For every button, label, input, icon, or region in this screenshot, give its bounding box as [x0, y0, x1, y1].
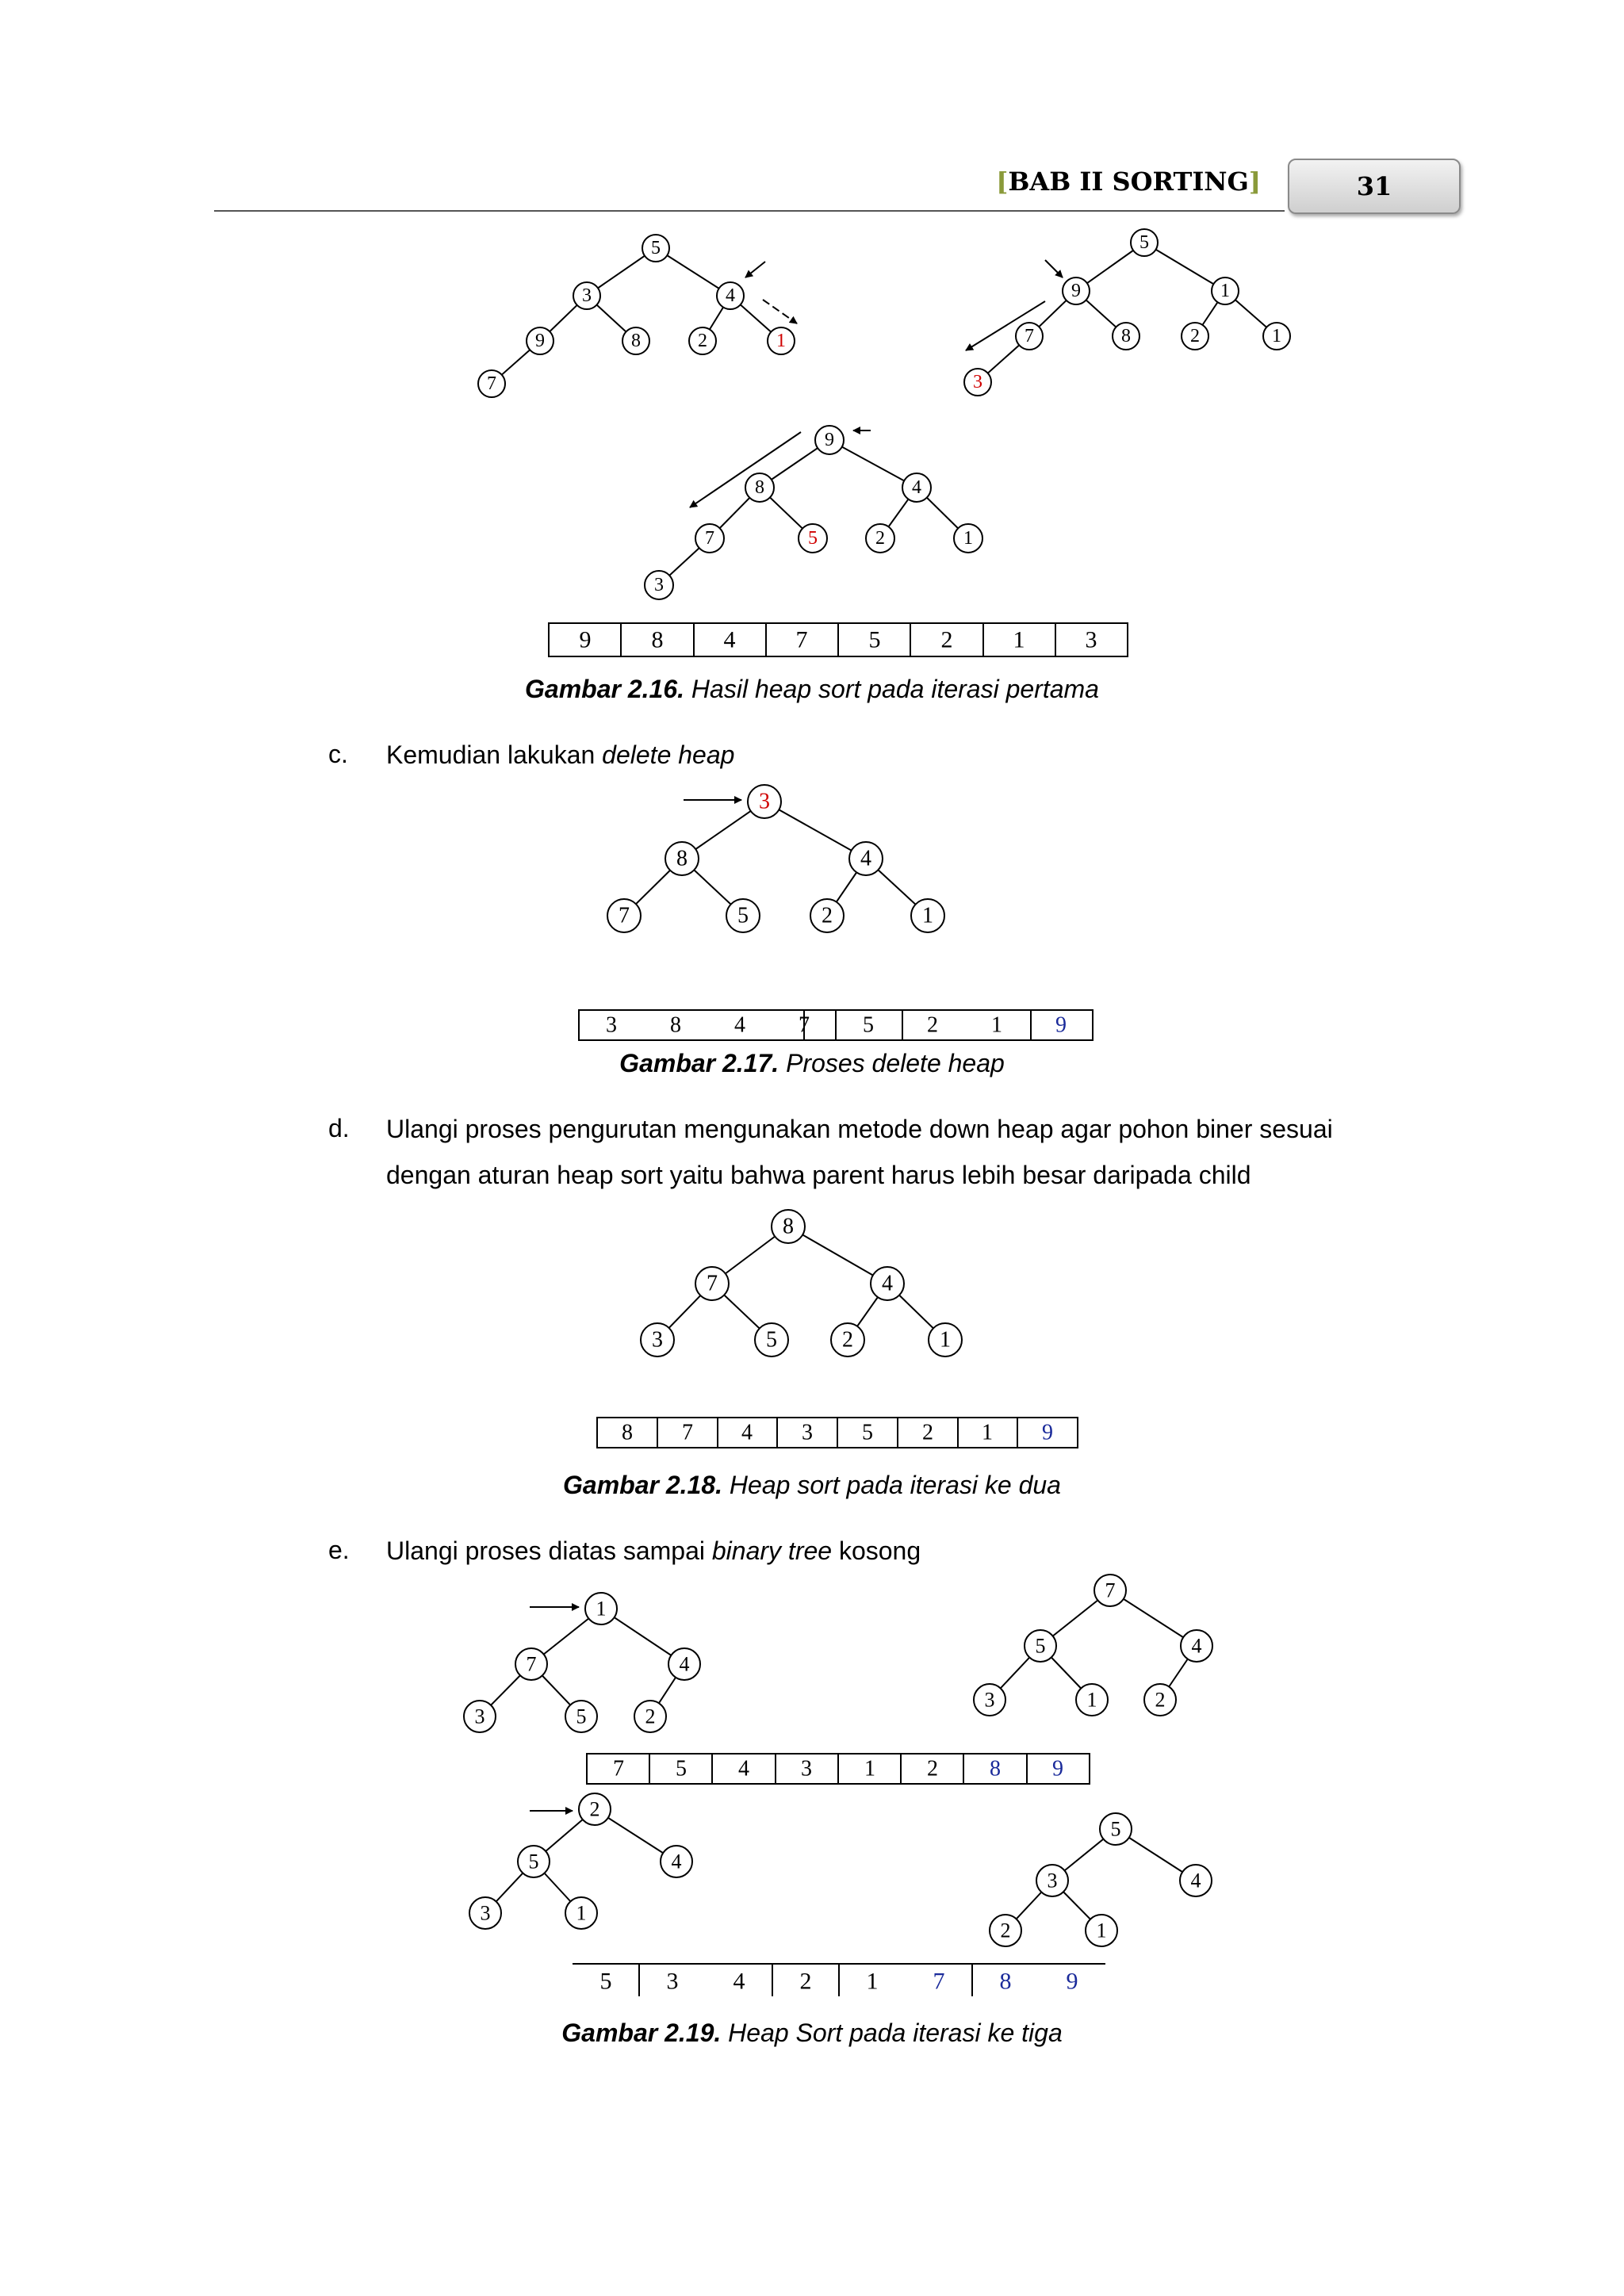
- fig219-array-2-cell: 2: [799, 1968, 812, 1995]
- fig216-array-cell: 1: [1013, 626, 1025, 653]
- svg-text:9: 9: [825, 430, 834, 450]
- fig219-array-2-cell-sorted: 7: [933, 1968, 945, 1995]
- fig216-tree-c-node: [866, 524, 894, 553]
- fig216-tree-b: [964, 229, 1290, 396]
- fig219-tree-a-node: [634, 1701, 666, 1732]
- fig219-tree-a-node: [464, 1701, 496, 1732]
- svg-text:3: 3: [474, 1705, 485, 1728]
- fig216-arrow-pointer: [1045, 260, 1063, 277]
- fig218-tree-node: [871, 1267, 904, 1300]
- fig217-tree-node: [665, 842, 699, 875]
- svg-text:4: 4: [679, 1652, 690, 1676]
- svg-text:5: 5: [576, 1705, 587, 1728]
- svg-text:3: 3: [984, 1688, 995, 1712]
- fig219-array-2-cell: 3: [666, 1968, 679, 1995]
- fig219-tree-c-node: [518, 1846, 550, 1877]
- step-c-emphasis: delete heap: [602, 740, 735, 769]
- fig219-array-1-cell: 4: [738, 1756, 749, 1781]
- svg-text:2: 2: [822, 903, 833, 928]
- fig218-tree-node: [695, 1267, 729, 1300]
- fig218-tree-node: [929, 1323, 962, 1357]
- fig219-tree-b-node: [1094, 1575, 1126, 1606]
- fig216-tree-c-node: [815, 426, 844, 454]
- fig217-array-cell-sorted: 9: [1055, 1012, 1067, 1038]
- fig219-array-1: [587, 1754, 1090, 1784]
- fig218-array-cell: 7: [682, 1420, 693, 1445]
- fig216-array-cell: 2: [940, 626, 953, 653]
- fig216-array-cell: 8: [651, 626, 664, 653]
- svg-text:5: 5: [766, 1327, 777, 1353]
- fig218-tree-node: [755, 1323, 788, 1357]
- figure-caption-2-16: [0, 675, 1624, 704]
- fig219-tree-a-node: [668, 1648, 700, 1680]
- fig216-tree-b-edges: [978, 243, 1277, 382]
- fig217-tree-node: [911, 899, 944, 932]
- fig216-tree-c-node: [745, 473, 774, 502]
- fig217-tree-node: [607, 899, 641, 932]
- svg-text:7: 7: [526, 1652, 537, 1676]
- fig216-arrow-swap: [690, 432, 801, 507]
- fig219-array-2-cell: 1: [866, 1968, 879, 1995]
- fig216-tree-c: [645, 426, 982, 599]
- figure-caption-text: Hasil heap sort pada iterasi pertama: [691, 675, 1099, 703]
- fig217-array-cell: 5: [863, 1012, 874, 1038]
- svg-text:1: 1: [922, 903, 933, 928]
- fig219-tree-a-node: [565, 1701, 597, 1732]
- fig216-array-cell: 5: [868, 626, 881, 653]
- fig216-tree-c-node: [954, 524, 982, 553]
- svg-text:4: 4: [671, 1850, 682, 1873]
- svg-text:9: 9: [1071, 281, 1081, 301]
- fig219-array-2-cell-sorted: 8: [999, 1968, 1012, 1995]
- fig219-array-2: [573, 1964, 1105, 1996]
- fig216-tree-c-node: [645, 571, 673, 599]
- fig216-tree-a-node: [642, 235, 669, 262]
- fig219-tree-c-node: [565, 1897, 597, 1929]
- fig216-tree-b-node: [1113, 323, 1139, 350]
- fig219-tree-d-node: [1180, 1865, 1212, 1896]
- fig216-array-cell: 7: [795, 626, 808, 653]
- fig219-array-2-cell-sorted: 9: [1066, 1968, 1078, 1995]
- fig218-tree: [641, 1210, 962, 1357]
- svg-text:4: 4: [912, 477, 921, 498]
- figure-caption-text: Heap Sort pada iterasi ke tiga: [728, 2019, 1063, 2047]
- step-d-letter: d.: [328, 1114, 350, 1142]
- figure-label: Gambar 2.17.: [619, 1049, 779, 1077]
- svg-text:7: 7: [705, 528, 714, 549]
- fig219-array-1-cell: 2: [927, 1756, 938, 1781]
- svg-text:2: 2: [589, 1797, 600, 1821]
- svg-text:5: 5: [1139, 232, 1149, 253]
- svg-text:8: 8: [755, 477, 764, 498]
- svg-text:8: 8: [676, 846, 688, 871]
- svg-text:2: 2: [1155, 1688, 1166, 1712]
- fig219-tree-d-node: [1086, 1915, 1117, 1946]
- svg-text:1: 1: [1086, 1688, 1097, 1712]
- fig216-tree-b-node: [1016, 323, 1043, 350]
- svg-text:5: 5: [737, 903, 749, 928]
- fig217-tree-node: [849, 842, 883, 875]
- fig219-tree-b-node: [1025, 1630, 1056, 1662]
- svg-text:7: 7: [1105, 1578, 1116, 1602]
- svg-text:5: 5: [1035, 1634, 1046, 1658]
- fig217-array-cell: 3: [606, 1012, 617, 1038]
- fig217-array-cell: 1: [991, 1012, 1002, 1038]
- fig217-tree: [607, 785, 944, 932]
- svg-text:4: 4: [1190, 1869, 1201, 1892]
- fig219-tree-c-node: [469, 1897, 501, 1929]
- step-e-emphasis: binary tree: [711, 1536, 833, 1565]
- fig217-tree-node-highlight: [748, 785, 781, 818]
- fig219-tree-a: [464, 1593, 700, 1732]
- svg-text:5: 5: [651, 238, 661, 258]
- fig216-tree-a: [478, 235, 797, 397]
- fig217-array-cell: 2: [927, 1012, 938, 1038]
- figure-caption-text: Heap sort pada iterasi ke dua: [729, 1471, 1061, 1499]
- fig216-tree-c-node-highlight: [799, 524, 827, 553]
- fig219-tree-c: [469, 1793, 692, 1929]
- svg-text:1: 1: [776, 331, 786, 351]
- fig219-array-1-cell-sorted: 9: [1052, 1756, 1063, 1781]
- svg-text:3: 3: [652, 1327, 663, 1353]
- fig217-array-cell: 4: [734, 1012, 745, 1038]
- fig219-tree-d-node: [990, 1915, 1021, 1946]
- svg-text:7: 7: [707, 1271, 718, 1296]
- fig219-tree-b: [974, 1575, 1212, 1716]
- fig219-tree-b-node: [1076, 1684, 1108, 1716]
- svg-text:8: 8: [1121, 326, 1131, 346]
- fig216-tree-a-node: [717, 282, 744, 309]
- fig217-array-cell: 7: [799, 1012, 810, 1038]
- svg-text:4: 4: [882, 1271, 893, 1296]
- fig219-array-1-cell-sorted: 8: [990, 1756, 1001, 1781]
- chapter-header: [BAB II SORTING]: [996, 166, 1261, 197]
- fig219-tree-c-node: [579, 1793, 611, 1825]
- fig216-tree-a-node: [527, 327, 553, 354]
- fig217-array: [579, 1010, 1093, 1040]
- svg-text:1: 1: [1272, 326, 1281, 346]
- step-c-text: Kemudian lakukan delete heap: [386, 740, 735, 769]
- fig218-tree-node: [772, 1210, 805, 1243]
- svg-text:5: 5: [1110, 1817, 1121, 1841]
- step-e-letter: e.: [328, 1536, 350, 1564]
- fig218-array-cell: 3: [802, 1420, 813, 1445]
- svg-text:1: 1: [1096, 1919, 1107, 1942]
- fig216-array: [549, 623, 1128, 656]
- fig216-tree-b-node: [1182, 323, 1208, 350]
- step-d-line-1: Ulangi proses pengurutan mengunakan metode down heap agar pohon biner sesuai: [386, 1115, 1333, 1143]
- fig216-tree-a-node: [573, 282, 600, 309]
- step-c-letter: c.: [328, 740, 348, 768]
- svg-text:5: 5: [808, 528, 818, 549]
- chapter-title: BAB II SORTING: [1008, 166, 1249, 197]
- svg-text:7: 7: [487, 373, 496, 394]
- fig216-tree-b-node: [1263, 323, 1290, 350]
- fig218-array-cell: 4: [741, 1420, 753, 1445]
- svg-text:1: 1: [963, 528, 973, 549]
- fig216-arrow-pointer: [745, 262, 765, 277]
- figure-label: Gambar 2.19.: [561, 2019, 722, 2047]
- svg-text:2: 2: [875, 528, 885, 549]
- svg-text:1: 1: [940, 1327, 951, 1353]
- svg-text:1: 1: [1220, 281, 1230, 301]
- fig217-tree-node: [726, 899, 760, 932]
- fig219-tree-c-node: [661, 1846, 692, 1877]
- fig218-array: [597, 1418, 1078, 1448]
- fig216-arrow-swap: [763, 300, 797, 323]
- fig216-tree-b-node: [1063, 277, 1090, 304]
- step-e-text: Ulangi proses diatas sampai binary tree kosong: [386, 1536, 921, 1565]
- svg-text:4: 4: [726, 285, 735, 306]
- fig219-tree-a-node: [515, 1648, 547, 1680]
- fig219-tree-a-node: [585, 1593, 617, 1624]
- figure-caption-2-18: [0, 1471, 1624, 1500]
- fig216-tree-a-node: [478, 370, 505, 397]
- fig219-array-2-cell: 5: [599, 1968, 612, 1995]
- fig219-tree-b-node: [974, 1684, 1005, 1716]
- fig216-tree-a-edges: [492, 248, 781, 384]
- fig216-tree-b-node: [1131, 229, 1158, 256]
- svg-text:8: 8: [783, 1214, 794, 1239]
- svg-text:7: 7: [1025, 326, 1034, 346]
- fig216-array-cell: 9: [579, 626, 592, 653]
- svg-text:4: 4: [860, 846, 871, 871]
- fig218-array-cell: 2: [922, 1420, 933, 1445]
- fig217-array-cell: 8: [670, 1012, 681, 1038]
- svg-text:2: 2: [645, 1705, 656, 1728]
- svg-text:2: 2: [698, 331, 707, 351]
- figure-caption-2-19: [0, 2019, 1624, 2048]
- figure-caption-text: Proses delete heap: [786, 1049, 1005, 1077]
- fig219-array-2-cell: 4: [733, 1968, 745, 1995]
- fig219-array-1-cell: 5: [676, 1756, 687, 1781]
- fig218-tree-node: [831, 1323, 864, 1357]
- fig218-array-cell-sorted: 9: [1042, 1420, 1053, 1445]
- svg-text:7: 7: [619, 903, 630, 928]
- svg-text:3: 3: [759, 789, 770, 814]
- fig219-array-1-cell: 3: [801, 1756, 812, 1781]
- fig216-array-cell: 4: [723, 626, 736, 653]
- fig216-tree-b-node-highlight: [964, 369, 991, 396]
- fig218-array-cell: 1: [982, 1420, 993, 1445]
- figure-caption-2-17: [0, 1049, 1624, 1078]
- svg-text:3: 3: [654, 575, 664, 595]
- svg-text:1: 1: [576, 1901, 587, 1925]
- fig216-array-cell: 3: [1085, 626, 1097, 653]
- fig216-tree-c-node: [695, 524, 724, 553]
- svg-text:9: 9: [535, 331, 545, 351]
- fig219-tree-d-node: [1100, 1813, 1132, 1845]
- fig216-tree-a-node: [622, 327, 649, 354]
- fig219-tree-b-node: [1181, 1630, 1212, 1662]
- fig218-tree-node: [641, 1323, 674, 1357]
- fig216-tree-c-node: [902, 473, 931, 502]
- fig219-tree-b-node: [1144, 1684, 1176, 1716]
- fig216-tree-a-node-highlight: [768, 327, 795, 354]
- svg-text:3: 3: [480, 1901, 491, 1925]
- figure-label: Gambar 2.16.: [525, 675, 685, 703]
- fig219-tree-d: [990, 1813, 1212, 1946]
- page-number: 31: [1356, 171, 1392, 201]
- fig218-array-cell: 5: [862, 1420, 873, 1445]
- fig216-tree-b-node: [1212, 277, 1239, 304]
- svg-text:8: 8: [631, 331, 641, 351]
- svg-text:1: 1: [596, 1597, 607, 1621]
- fig219-array-1-cell: 7: [613, 1756, 624, 1781]
- svg-text:4: 4: [1191, 1634, 1202, 1658]
- svg-text:2: 2: [1190, 326, 1200, 346]
- fig219-array-1-cell: 1: [864, 1756, 875, 1781]
- svg-text:3: 3: [973, 372, 982, 392]
- svg-text:3: 3: [1047, 1869, 1058, 1892]
- svg-text:3: 3: [582, 285, 592, 306]
- svg-text:5: 5: [528, 1850, 539, 1873]
- fig217-tree-node: [810, 899, 844, 932]
- svg-text:2: 2: [842, 1327, 853, 1353]
- step-d-line-2: dengan aturan heap sort yaitu bahwa parent harus lebih besar daripada child: [386, 1161, 1251, 1189]
- svg-text:2: 2: [1000, 1919, 1011, 1942]
- fig218-array-cell: 8: [622, 1420, 633, 1445]
- fig216-tree-c-edges: [659, 440, 968, 585]
- figure-label: Gambar 2.18.: [563, 1471, 723, 1499]
- fig219-tree-d-node: [1036, 1865, 1068, 1896]
- fig216-tree-a-node: [689, 327, 716, 354]
